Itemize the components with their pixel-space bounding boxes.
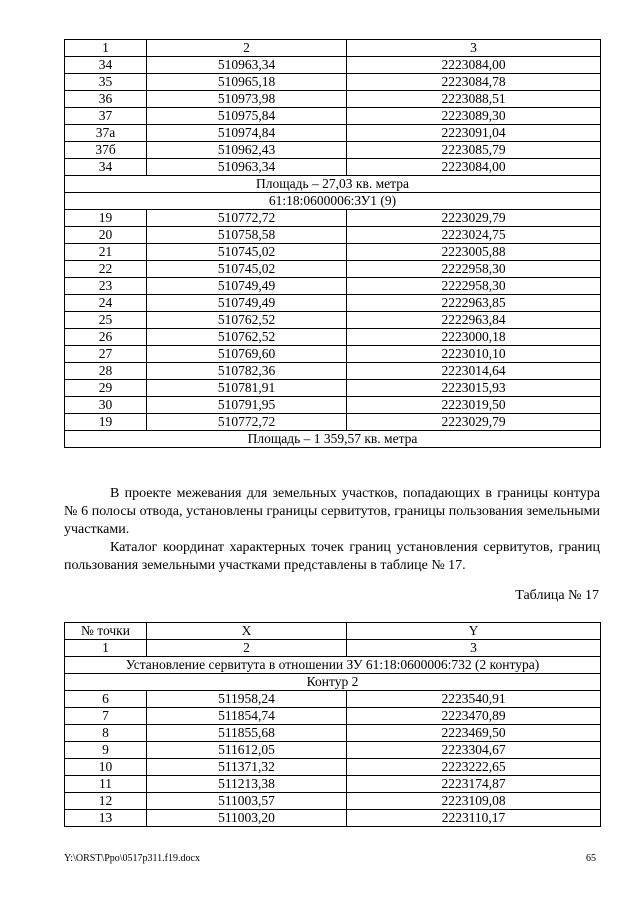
y-coordinate-cell: 2223085,79: [347, 142, 601, 159]
y-coordinate-cell: 2223084,00: [347, 159, 601, 176]
table-row: [65, 414, 601, 431]
y-coordinate-cell: 2223110,17: [347, 810, 601, 827]
column-number: 2: [147, 640, 347, 657]
y-coordinate-cell: 2222958,30: [347, 278, 601, 295]
table2-body: [65, 623, 601, 827]
table-row: [65, 742, 601, 759]
x-coordinate-cell: 510749,49: [147, 278, 347, 295]
table-row: [65, 725, 601, 742]
x-coordinate-cell: 510762,52: [147, 312, 347, 329]
y-coordinate-cell: 2223470,89: [347, 708, 601, 725]
point-number-cell: 7: [65, 708, 147, 725]
point-number-cell: 10: [65, 759, 147, 776]
footer-file-path: Y:\ORST\Ppo\0517p311.f19.docx: [64, 853, 200, 864]
table-row: [65, 125, 601, 142]
y-coordinate-cell: 2223029,79: [347, 210, 601, 227]
header-x: X: [147, 623, 347, 640]
y-coordinate-cell: 2223029,79: [347, 414, 601, 431]
table-row: [65, 244, 601, 261]
column-number: 1: [65, 40, 147, 57]
x-coordinate-cell: 510745,02: [147, 244, 347, 261]
x-coordinate-cell: 511855,68: [147, 725, 347, 742]
point-number-cell: 26: [65, 329, 147, 346]
paragraph-servitudes-intro: В проекте межевания для земельных участков, попадающих в границы контура № 6 полосы отвода, установлены границы сервитутов, границы пользования земельными участками.: [64, 486, 600, 537]
y-coordinate-cell: 2223088,51: [347, 91, 601, 108]
x-coordinate-cell: 510973,98: [147, 91, 347, 108]
y-coordinate-cell: 2223010,10: [347, 346, 601, 363]
table-row: [65, 227, 601, 244]
point-number-cell: 29: [65, 380, 147, 397]
table-row: [65, 74, 601, 91]
coordinates-table-continued: [64, 39, 601, 448]
point-number-cell: 27: [65, 346, 147, 363]
point-number-cell: 34: [65, 159, 147, 176]
x-coordinate-cell: 511854,74: [147, 708, 347, 725]
table-header-row: [65, 40, 601, 57]
point-number-cell: 20: [65, 227, 147, 244]
table1-body: [65, 40, 601, 448]
point-number-cell: 6: [65, 691, 147, 708]
y-coordinate-cell: 2223084,00: [347, 57, 601, 74]
table-row: [65, 210, 601, 227]
x-coordinate-cell: 510974,84: [147, 125, 347, 142]
point-number-cell: 19: [65, 210, 147, 227]
x-coordinate-cell: 511612,05: [147, 742, 347, 759]
y-coordinate-cell: 2223005,88: [347, 244, 601, 261]
point-number-cell: 37б: [65, 142, 147, 159]
table-row: [65, 380, 601, 397]
y-coordinate-cell: 2223014,64: [347, 363, 601, 380]
table-row: [65, 278, 601, 295]
point-number-cell: 25: [65, 312, 147, 329]
point-number-cell: 24: [65, 295, 147, 312]
y-coordinate-cell: 2223084,78: [347, 74, 601, 91]
x-coordinate-cell: 510965,18: [147, 74, 347, 91]
point-number-cell: 8: [65, 725, 147, 742]
parcel-title: 61:18:0600006:ЗУ1 (9): [65, 193, 601, 210]
table-row: [65, 363, 601, 380]
point-number-cell: 13: [65, 810, 147, 827]
x-coordinate-cell: 510772,72: [147, 414, 347, 431]
table-row: [65, 759, 601, 776]
x-coordinate-cell: 511958,24: [147, 691, 347, 708]
column-number: 3: [347, 40, 601, 57]
point-number-cell: 9: [65, 742, 147, 759]
y-coordinate-cell: 2222963,84: [347, 312, 601, 329]
table-row: [65, 159, 601, 176]
y-coordinate-cell: 2223091,04: [347, 125, 601, 142]
table-row: [65, 57, 601, 74]
paragraph-catalog-reference: Каталог координат характерных точек границ установления сервитутов, границ пользования земельными участками представлены в таблице № 17.: [64, 540, 600, 573]
table-header-row: [65, 623, 601, 640]
x-coordinate-cell: 510758,58: [147, 227, 347, 244]
x-coordinate-cell: 510963,34: [147, 57, 347, 74]
table-row: [65, 810, 601, 827]
point-number-cell: 34: [65, 57, 147, 74]
x-coordinate-cell: 510749,49: [147, 295, 347, 312]
table-row: [65, 708, 601, 725]
y-coordinate-cell: 2223089,30: [347, 108, 601, 125]
y-coordinate-cell: 2223024,75: [347, 227, 601, 244]
x-coordinate-cell: 510975,84: [147, 108, 347, 125]
x-coordinate-cell: 510745,02: [147, 261, 347, 278]
header-point-number: № точки: [65, 623, 147, 640]
y-coordinate-cell: 2223015,93: [347, 380, 601, 397]
table-row: [65, 91, 601, 108]
x-coordinate-cell: 510791,95: [147, 397, 347, 414]
table-row: [65, 793, 601, 810]
point-number-cell: 21: [65, 244, 147, 261]
table-row: [65, 329, 601, 346]
y-coordinate-cell: 2223109,08: [347, 793, 601, 810]
x-coordinate-cell: 511003,20: [147, 810, 347, 827]
y-coordinate-cell: 2223019,50: [347, 397, 601, 414]
point-number-cell: 37: [65, 108, 147, 125]
x-coordinate-cell: 511213,38: [147, 776, 347, 793]
y-coordinate-cell: 2222958,30: [347, 261, 601, 278]
point-number-cell: 23: [65, 278, 147, 295]
y-coordinate-cell: 2223469,50: [347, 725, 601, 742]
point-number-cell: 11: [65, 776, 147, 793]
area-label-row: [65, 431, 601, 448]
table-row: [65, 142, 601, 159]
table-row: [65, 108, 601, 125]
x-coordinate-cell: 510769,60: [147, 346, 347, 363]
area-label: Площадь – 1 359,57 кв. метра: [65, 431, 601, 448]
x-coordinate-cell: 510781,91: [147, 380, 347, 397]
point-number-cell: 35: [65, 74, 147, 91]
x-coordinate-cell: 510962,43: [147, 142, 347, 159]
y-coordinate-cell: 2222963,85: [347, 295, 601, 312]
x-coordinate-cell: 511371,32: [147, 759, 347, 776]
x-coordinate-cell: 510782,36: [147, 363, 347, 380]
x-coordinate-cell: 511003,57: [147, 793, 347, 810]
x-coordinate-cell: 510762,52: [147, 329, 347, 346]
contour-title: Контур 2: [65, 674, 601, 691]
header-y: Y: [347, 623, 601, 640]
y-coordinate-cell: 2223304,67: [347, 742, 601, 759]
point-number-cell: 19: [65, 414, 147, 431]
table-numbering-row: [65, 640, 601, 657]
table-row: [65, 346, 601, 363]
point-number-cell: 12: [65, 793, 147, 810]
area-label: Площадь – 27,03 кв. метра: [65, 176, 601, 193]
point-number-cell: 22: [65, 261, 147, 278]
table-row: [65, 261, 601, 278]
point-number-cell: 30: [65, 397, 147, 414]
y-coordinate-cell: 2223000,18: [347, 329, 601, 346]
point-number-cell: 28: [65, 363, 147, 380]
table-caption: Таблица № 17: [515, 588, 599, 603]
servitude-coordinates-table: [64, 622, 601, 827]
x-coordinate-cell: 510963,34: [147, 159, 347, 176]
section-title-row: [65, 657, 601, 674]
parcel-title-row: [65, 193, 601, 210]
column-number: 3: [347, 640, 601, 657]
y-coordinate-cell: 2223174,87: [347, 776, 601, 793]
section-title: Установление сервитута в отношении ЗУ 61:18:0600006:732 (2 контура): [65, 657, 601, 674]
table-row: [65, 312, 601, 329]
point-number-cell: 36: [65, 91, 147, 108]
table-row: [65, 776, 601, 793]
point-number-cell: 37а: [65, 125, 147, 142]
x-coordinate-cell: 510772,72: [147, 210, 347, 227]
table-row: [65, 691, 601, 708]
footer-page-number: 65: [586, 853, 596, 864]
area-label-row: [65, 176, 601, 193]
y-coordinate-cell: 2223540,91: [347, 691, 601, 708]
table-row: [65, 295, 601, 312]
table-row: [65, 397, 601, 414]
column-number: 2: [147, 40, 347, 57]
y-coordinate-cell: 2223222,65: [347, 759, 601, 776]
column-number: 1: [65, 640, 147, 657]
contour-title-row: [65, 674, 601, 691]
